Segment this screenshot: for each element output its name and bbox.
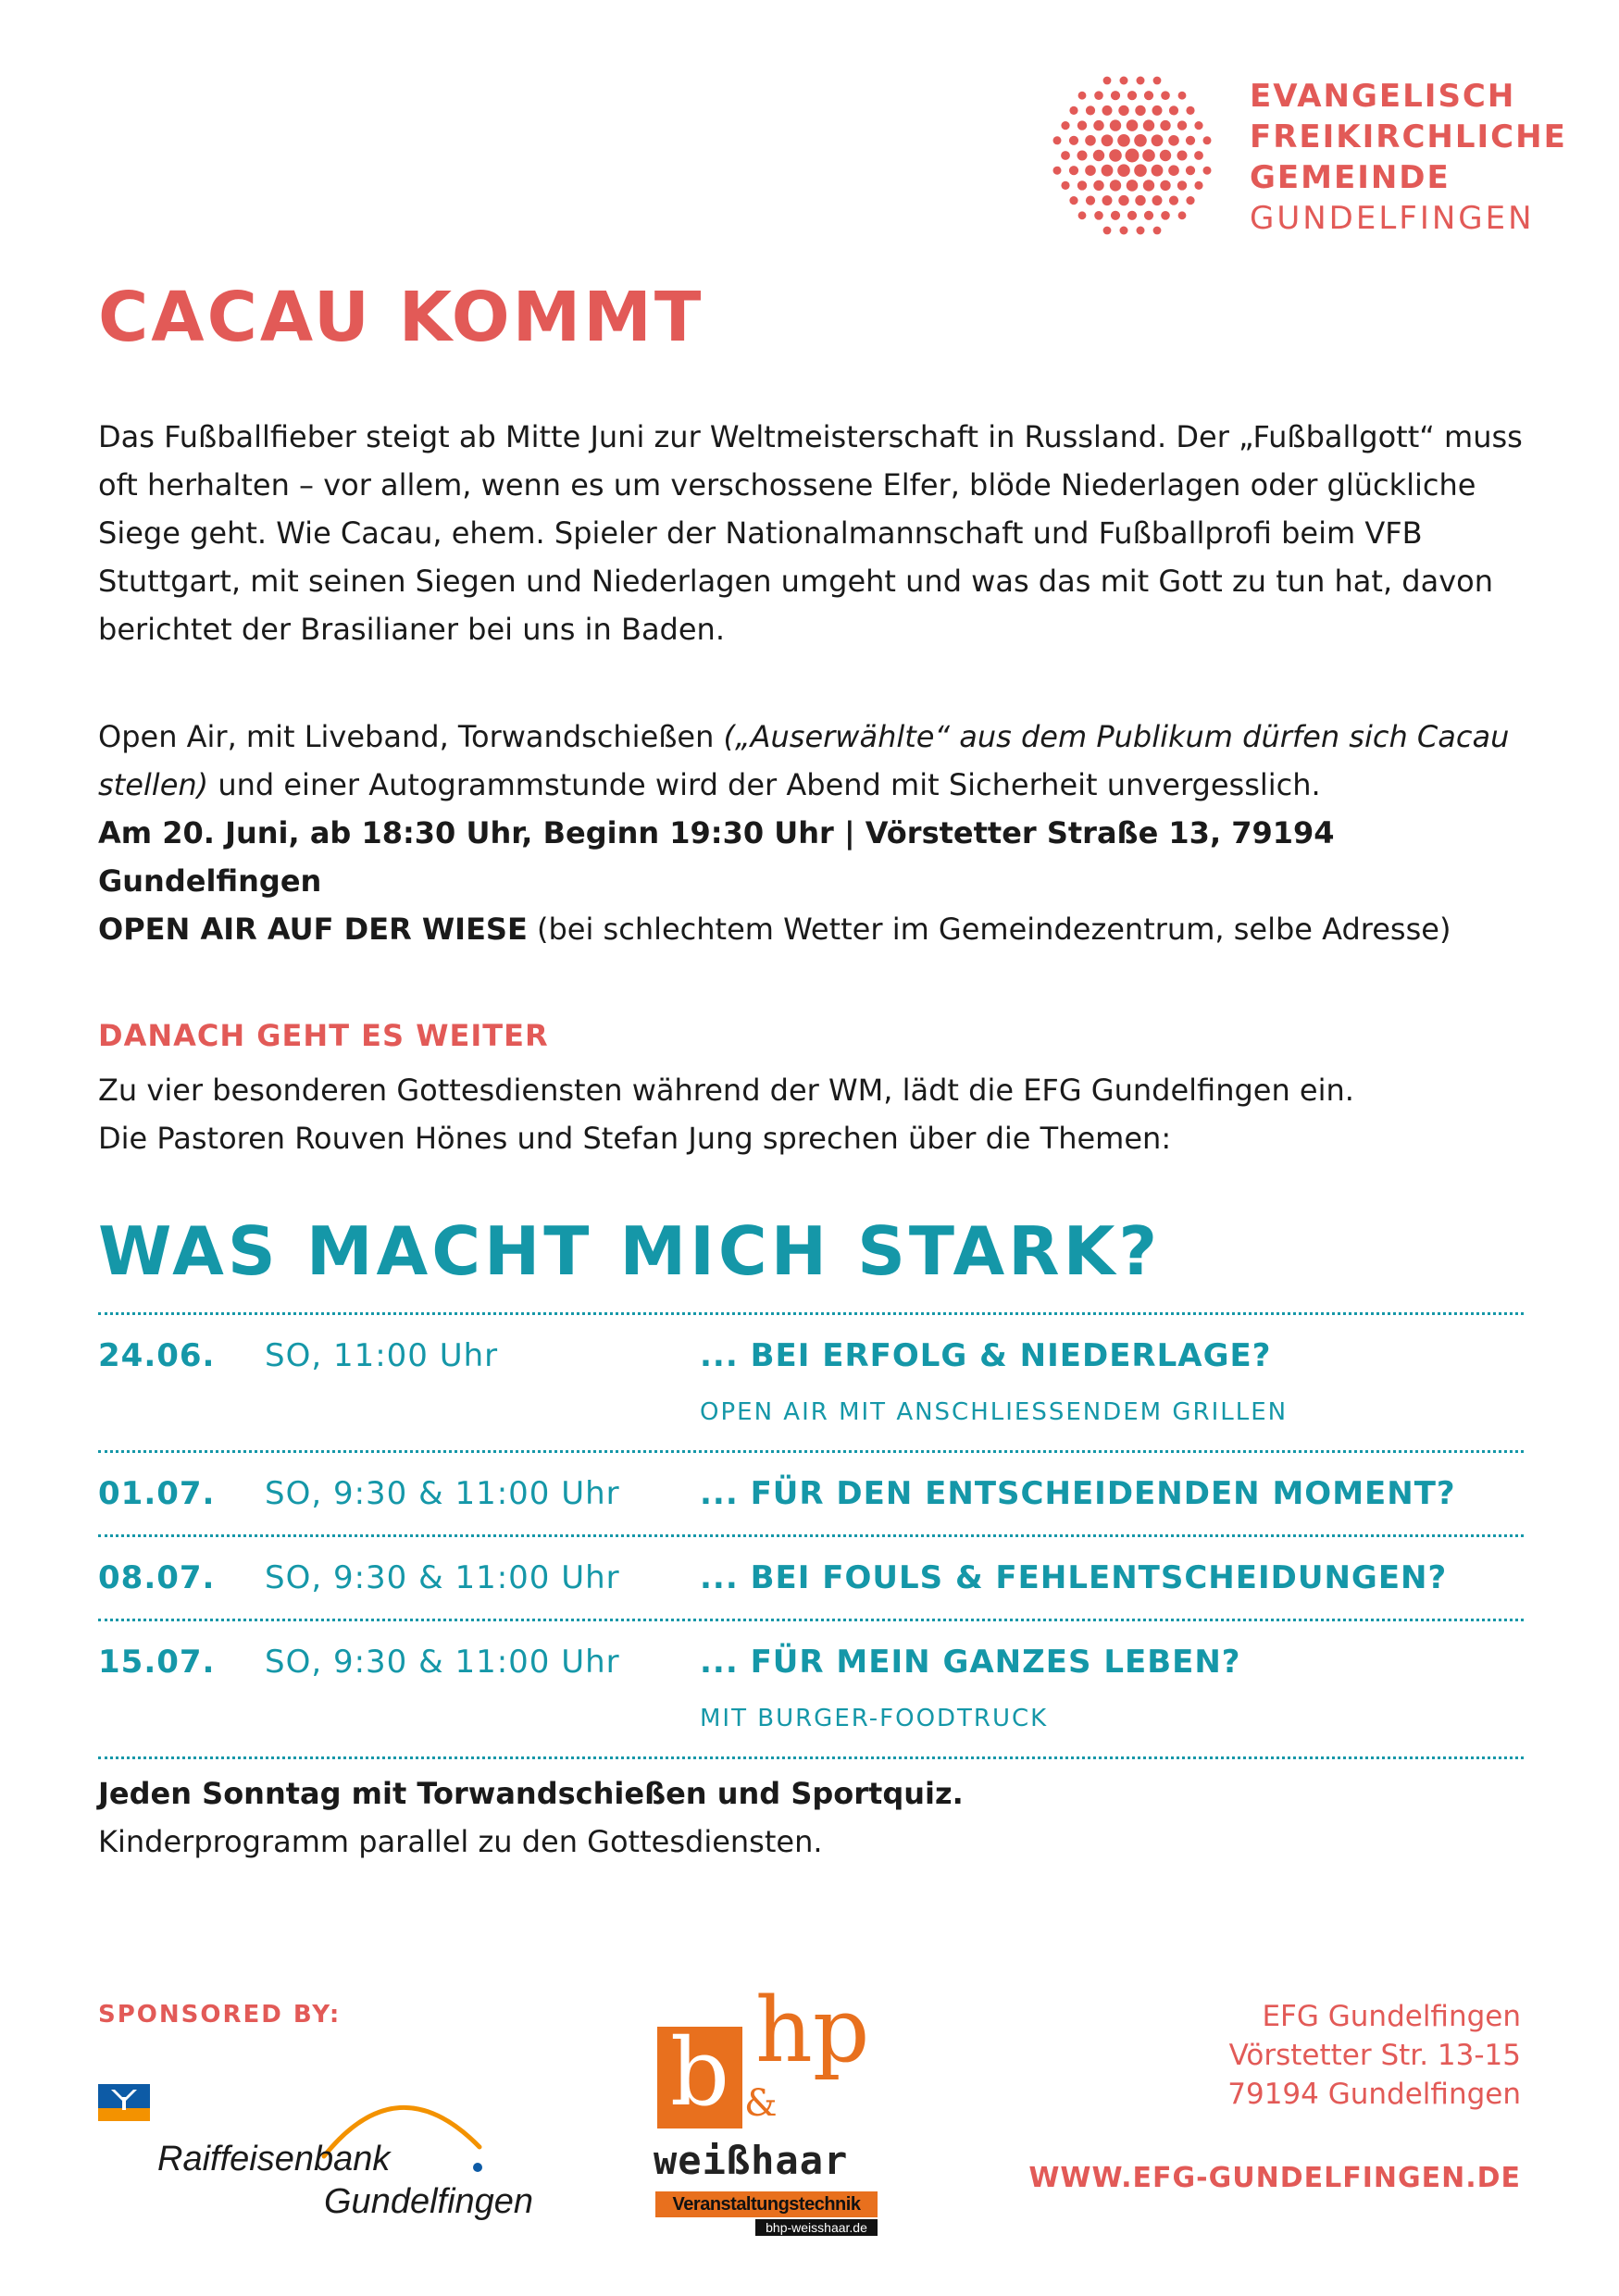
raiffeisen-logo-icon [98, 2084, 150, 2121]
continue-line1: Zu vier besonderen Gottesdiensten während der WM, lädt die EFG Gundelfingen ein. [98, 1073, 1354, 1108]
schedule-note: OPEN AIR MIT ANSCHLIESSENDEM GRILLEN [700, 1398, 1289, 1426]
church-name [1250, 76, 1567, 239]
address-line3: 79194 Gundelfingen [1227, 2078, 1521, 2111]
bhp-logo-tagline: Veranstaltungstechnik [655, 2191, 878, 2217]
bhp-logo-name: weißhaar [654, 2138, 849, 2183]
series-title: WAS MACHT MICH STARK? [98, 1212, 1162, 1290]
schedule-topic: ... BEI FOULS & FEHLENTSCHEIDUNGEN? [700, 1559, 1448, 1596]
event-details [98, 713, 1542, 953]
sponsored-label: SPONSORED BY: [98, 2001, 342, 2029]
bhp-logo-url: bhp-weisshaar.de [755, 2219, 878, 2236]
schedule-note: MIT BURGER-FOODTRUCK [700, 1705, 1049, 1732]
bhp-logo [648, 1979, 889, 2235]
schedule-time: SO, 9:30 & 11:00 Uhr [265, 1559, 620, 1596]
bhp-logo-b: b [657, 2027, 742, 2128]
schedule-topic: ... FÜR MEIN GANZES LEBEN? [700, 1644, 1241, 1681]
continue-text [98, 1066, 1542, 1162]
address-line2: Vörstetter Str. 13-15 [1228, 2039, 1521, 2072]
church-name-line1: EVANGELISCH [1250, 78, 1516, 115]
raiffeisen-name-line1: Raiffeisenbank [157, 2140, 391, 2178]
details-text1: Open Air, mit Liveband, Torwandschießen [98, 719, 724, 754]
bhp-logo-amp: & [744, 2082, 778, 2125]
church-logo-dots-icon [1044, 72, 1220, 239]
schedule-topic: ... BEI ERFOLG & NIEDERLAGE? [700, 1337, 1272, 1374]
schedule-table [98, 1312, 1524, 1759]
church-name-line2: FREIKIRCHLICHE [1250, 118, 1567, 155]
continue-heading: DANACH GEHT ES WEITER [98, 1018, 549, 1053]
website-link[interactable]: WWW.EFG-GUNDELFINGEN.DE [1028, 2162, 1521, 2194]
page-title: CACAU KOMMT [98, 278, 704, 357]
details-text2: und einer Autogrammstunde wird der Abend mit Sicherheit unvergesslich. [208, 767, 1321, 802]
schedule-row [98, 1315, 1524, 1450]
raiffeisen-name-line2: Gundelfingen [324, 2182, 534, 2221]
bhp-logo-hp: hp [755, 1979, 870, 2082]
schedule-row [98, 1453, 1524, 1534]
schedule-time: SO, 9:30 & 11:00 Uhr [265, 1475, 620, 1512]
address-line1: EFG Gundelfingen [1262, 2000, 1521, 2033]
weekly-info [98, 1769, 1542, 1866]
event-venue: OPEN AIR AUF DER WIESE [98, 912, 528, 947]
intro-paragraph: Das Fußballfieber steigt ab Mitte Juni zur Weltmeisterschaft in Russland. Der „Fußballgott“ muss oft herhalten – vor allem, wenn es um verschossene Elfer, blöde Niederlagen oder glückliche Siege geht. Wie Cacau, ehem. Spieler der Nationalmannschaft und Fußballprofi beim VFB Stuttgart, mit seinen Siegen und Niederlagen umgeht und was das mit Gott zu tun hat, davon berichtet der Brasilianer bei uns in Baden. [98, 419, 1523, 647]
weekly-normal: Kinderprogramm parallel zu den Gottesdiensten. [98, 1824, 823, 1859]
schedule-date: 01.07. [98, 1475, 216, 1512]
schedule-time: SO, 11:00 Uhr [265, 1337, 499, 1374]
schedule-topic: ... FÜR DEN ENTSCHEIDENDEN MOMENT? [700, 1475, 1456, 1512]
schedule-date: 15.07. [98, 1644, 216, 1681]
event-date-location: Am 20. Juni, ab 18:30 Uhr, Beginn 19:30 Uhr | Vörstetter Straße 13, 79194 Gundelfingen [98, 815, 1335, 899]
event-venue-note: (bei schlechtem Wetter im Gemeindezentrum, selbe Adresse) [527, 912, 1451, 947]
weekly-bold: Jeden Sonntag mit Torwandschießen und Sportquiz. [98, 1776, 964, 1811]
church-name-line4: GUNDELFINGEN [1250, 200, 1535, 237]
schedule-date: 24.06. [98, 1337, 216, 1374]
church-name-line3: GEMEINDE [1250, 159, 1451, 196]
schedule-row [98, 1537, 1524, 1619]
church-address [1227, 1997, 1521, 2114]
schedule-date: 08.07. [98, 1559, 216, 1596]
schedule-row [98, 1621, 1524, 1756]
schedule-time: SO, 9:30 & 11:00 Uhr [265, 1644, 620, 1681]
continue-line2: Die Pastoren Rouven Hönes und Stefan Jung sprechen über die Themen: [98, 1121, 1172, 1156]
details-italic: („Auserwählte“ aus dem Publikum dürfen sich Cacau stellen) [98, 719, 1510, 802]
divider [98, 1756, 1524, 1759]
